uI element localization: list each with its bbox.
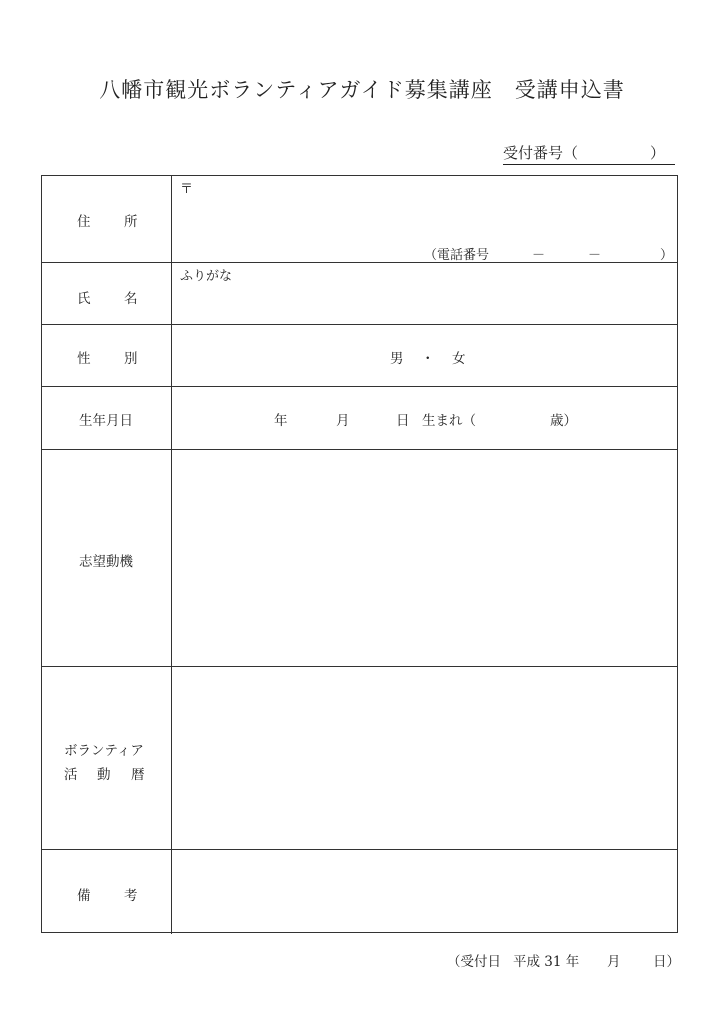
name-row — [42, 263, 677, 325]
name-label-char-1: 氏 — [77, 291, 91, 307]
volunteer-history-label-char-2: 動 — [97, 767, 111, 783]
birthdate-year-unit: 年 — [274, 413, 288, 429]
document-title: 八幡市観光ボランティアガイド募集講座 受講申込書 — [99, 78, 625, 102]
remarks-label-char-1: 備 — [77, 888, 91, 904]
address-label-char-1: 住 — [77, 214, 91, 230]
motivation-row — [42, 450, 677, 667]
volunteer-history-label-cell — [42, 667, 172, 849]
received-date-label: （受付日 — [447, 954, 501, 970]
receipt-number-field[interactable] — [503, 142, 675, 165]
application-form-table — [41, 175, 678, 933]
motivation-input-cell[interactable] — [172, 450, 677, 666]
volunteer-history-label-char-3: 暦 — [131, 767, 145, 783]
received-date-day: 日） — [653, 954, 680, 970]
address-label-cell — [42, 176, 172, 262]
receipt-number-label: 受付番号（ — [503, 144, 579, 162]
volunteer-history-row — [42, 667, 677, 850]
furigana-label: ふりがな — [180, 269, 233, 284]
remarks-input-cell[interactable] — [172, 850, 677, 934]
birthdate-input-cell[interactable] — [172, 387, 677, 449]
gender-female-option[interactable]: 女 — [452, 351, 466, 367]
birthdate-age-unit: 歳） — [550, 413, 577, 429]
birthdate-label-cell — [42, 387, 172, 449]
received-date-month: 月 — [607, 954, 621, 970]
receipt-number-close: ） — [649, 144, 665, 162]
phone-dash-1: － — [532, 248, 546, 263]
birthdate-row — [42, 387, 677, 450]
remarks-label-cell — [42, 850, 172, 934]
gender-row — [42, 325, 677, 387]
gender-male-option[interactable]: 男 — [390, 351, 404, 367]
volunteer-history-label-line1: ボランティア — [64, 743, 144, 759]
gender-label-char-2: 別 — [124, 351, 138, 367]
motivation-label-cell — [42, 450, 172, 666]
gender-label-char-1: 性 — [77, 351, 91, 367]
address-label-char-2: 所 — [124, 214, 138, 230]
gender-input-cell[interactable] — [172, 325, 677, 386]
birthdate-month-unit: 月 — [336, 413, 350, 429]
address-input-cell[interactable] — [172, 176, 677, 262]
received-date-era-year: 平成 31 年 — [513, 954, 580, 970]
name-label-cell — [42, 263, 172, 324]
birthdate-day-unit: 日 — [396, 413, 410, 429]
remarks-row — [42, 850, 677, 934]
gender-label-cell — [42, 325, 172, 386]
remarks-label-char-2: 考 — [124, 888, 138, 904]
volunteer-history-label-char-1: 活 — [64, 767, 78, 783]
name-label-char-2: 名 — [124, 291, 138, 307]
motivation-label: 志望動機 — [79, 554, 133, 570]
phone-label: （電話番号 — [424, 248, 490, 263]
birthdate-label: 生年月日 — [79, 413, 133, 429]
volunteer-history-input-cell[interactable] — [172, 667, 677, 849]
phone-close: ） — [660, 248, 674, 263]
address-row — [42, 176, 677, 263]
phone-dash-2: － — [588, 248, 602, 263]
postal-mark: 〒 — [180, 182, 194, 197]
name-input-cell[interactable] — [172, 263, 677, 324]
gender-separator-dot: ・ — [421, 351, 435, 367]
birthdate-born-label: 生まれ（ — [422, 413, 476, 429]
